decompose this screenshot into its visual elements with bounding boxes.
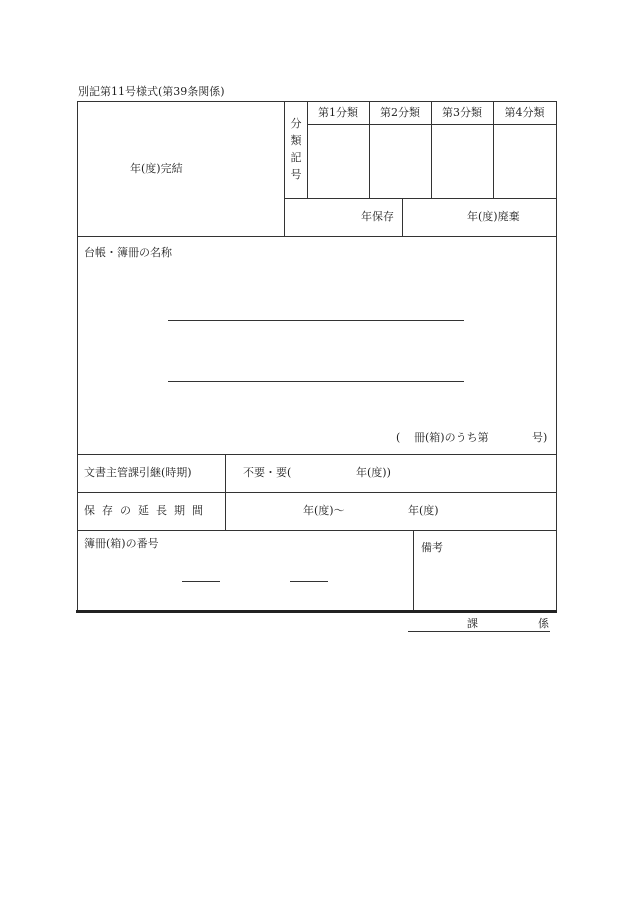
ledger-name-label: 台帳・簿冊の名称 [84,246,172,259]
classification-header-1: 第1分類 [318,106,358,119]
completion-year-label: 年(度)完結 [130,162,183,175]
box-number-label: 簿冊(箱)の番号 [84,537,159,550]
box-number-line-1 [182,581,220,582]
handover-value-prefix: 不要・要( [243,466,292,479]
classification-header-4: 第4分類 [504,106,545,119]
section-4-bottom-line [77,530,556,531]
ledger-name-line-1 [168,320,464,321]
handover-label: 文書主管課引継(時期) [84,466,192,479]
box-number-line-2 [290,581,328,582]
section-3-bottom-line [77,492,556,493]
frame-left-line [77,101,78,612]
footer-staff-label: 係 [538,617,549,630]
retention-years-label: 年保存 [361,210,394,223]
classification-bottom-line [284,198,556,199]
classification-header-2: 第2分類 [380,106,420,119]
remarks-label: 備考 [421,541,443,554]
footer-section-label: 課 [467,617,478,630]
volume-note-close: 号) [532,431,548,444]
section-1-bottom-line [77,236,556,237]
classification-vertical-char-4: 号 [290,168,302,181]
classification-vertical-char-1: 分 [290,117,302,130]
extension-to-year: 年(度) [408,504,439,517]
classification-header-3: 第3分類 [442,106,482,119]
frame-right-line [556,101,557,612]
classification-header-line [307,124,556,125]
volume-note-middle: 冊(箱)のうち第 [414,431,489,444]
retention-divider-line [402,198,403,236]
section-2-bottom-line [77,454,556,455]
extension-period-label: 保存の延長期間 [84,504,210,517]
disposal-year-label: 年(度)廃棄 [467,210,520,223]
footer-signature-line [408,631,550,632]
extension-from-year: 年(度)〜 [303,504,345,517]
handover-value-suffix: 年(度)) [356,466,391,479]
frame-bottom-thick-line [76,610,557,613]
classification-left-line [284,101,285,236]
volume-note-open: ( [396,431,401,444]
classification-vertical-char-2: 類 [290,134,302,147]
classification-vertical-char-3: 記 [290,151,302,164]
form-header-label: 別記第11号様式(第39条関係) [78,85,225,98]
remarks-divider-line [413,530,414,610]
ledger-name-line-2 [168,381,464,382]
frame-top-line [77,101,556,102]
